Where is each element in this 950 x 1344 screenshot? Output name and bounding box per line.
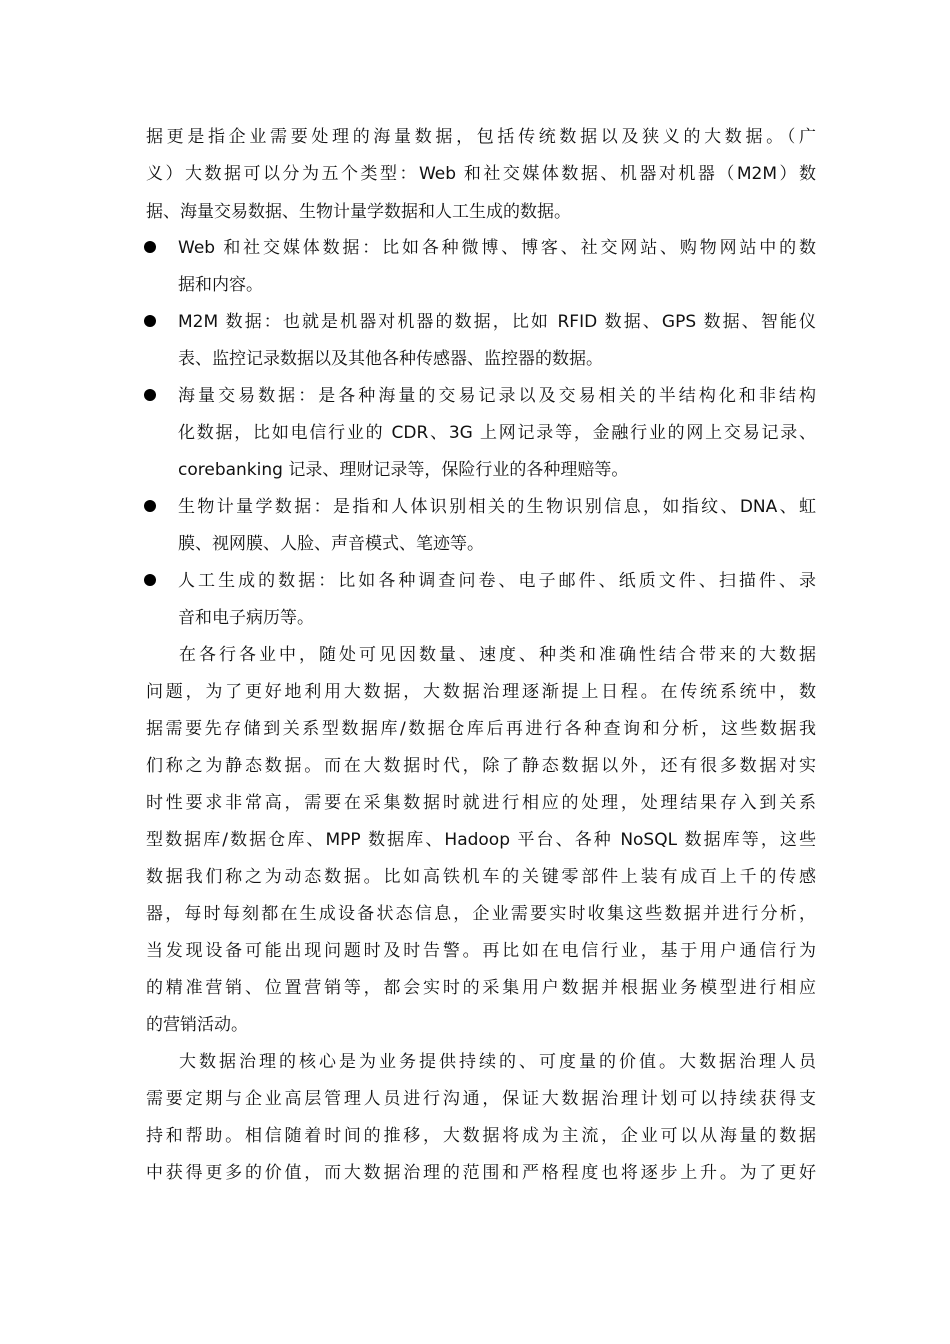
text-line: 音和电子病历等。 (178, 608, 314, 628)
text-line: 型数据库/数据仓库、MPP 数据库、Hadoop 平台、各种 NoSQL 数据库等，这些 (146, 830, 816, 850)
text-line: 们称之为静态数据。而在大数据时代，除了静态数据以外，还有很多数据对实 (146, 756, 816, 776)
text-line: 中获得更多的价值，而大数据治理的范围和严格程度也将逐步上升。为了更好 (146, 1163, 816, 1183)
text-line: 数据我们称之为动态数据。比如高铁机车的关键零部件上装有成百上千的传感 (146, 867, 816, 887)
text-line: M2M 数据：也就是机器对机器的数据，比如 RFID 数据、GPS 数据、智能仪 (178, 312, 816, 332)
text-line: 时性要求非常高，需要在采集数据时就进行相应的处理，处理结果存入到关系 (146, 793, 816, 813)
text-line: 义）大数据可以分为五个类型：Web 和社交媒体数据、机器对机器（M2M）数 (146, 164, 816, 184)
bullet-dot-icon (144, 500, 156, 512)
text-line: 问题，为了更好地利用大数据，大数据治理逐渐提上日程。在传统系统中，数 (146, 682, 816, 702)
bullet-dot-icon (144, 241, 156, 253)
bullet-dot-icon (144, 315, 156, 327)
text-line: 表、监控记录数据以及其他各种传感器、监控器的数据。 (178, 349, 603, 369)
text-line: 人工生成的数据：比如各种调查问卷、电子邮件、纸质文件、扫描件、录 (178, 571, 816, 591)
bullet-dot-icon (144, 389, 156, 401)
text-line: 需要定期与企业高层管理人员进行沟通，保证大数据治理计划可以持续获得支 (146, 1089, 816, 1109)
text-line: 据和内容。 (178, 275, 263, 295)
text-line: 大数据治理的核心是为业务提供持续的、可度量的价值。大数据治理人员 (179, 1052, 816, 1072)
text-line: 海量交易数据：是各种海量的交易记录以及交易相关的半结构化和非结构 (178, 386, 816, 406)
text-line: 在各行各业中，随处可见因数量、速度、种类和准确性结合带来的大数据 (179, 645, 816, 665)
text-line: 膜、视网膜、人脸、声音模式、笔迹等。 (178, 534, 484, 554)
text-line: 的营销活动。 (146, 1015, 248, 1035)
text-line: 据更是指企业需要处理的海量数据，包括传统数据以及狭义的大数据。（广 (146, 127, 816, 147)
text-line: corebanking 记录、理财记录等，保险行业的各种理赔等。 (178, 460, 629, 480)
text-line: 生物计量学数据：是指和人体识别相关的生物识别信息，如指纹、DNA、虹 (178, 497, 816, 517)
text-line: 器，每时每刻都在生成设备状态信息，企业需要实时收集这些数据并进行分析， (146, 904, 816, 924)
text-line: 持和帮助。相信随着时间的推移，大数据将成为主流，企业可以从海量的数据 (146, 1126, 816, 1146)
text-line: Web 和社交媒体数据：比如各种微博、博客、社交网站、购物网站中的数 (178, 238, 816, 258)
text-line: 的精准营销、位置营销等，都会实时的采集用户数据并根据业务模型进行相应 (146, 978, 816, 998)
text-line: 据需要先存储到关系型数据库/数据仓库后再进行各种查询和分析，这些数据我 (146, 719, 816, 739)
text-line: 化数据，比如电信行业的 CDR、3G 上网记录等，金融行业的网上交易记录、 (178, 423, 816, 443)
text-line: 当发现设备可能出现问题时及时告警。再比如在电信行业，基于用户通信行为 (146, 941, 816, 961)
text-line: 据、海量交易数据、生物计量学数据和人工生成的数据。 (146, 202, 571, 222)
bullet-dot-icon (144, 574, 156, 586)
